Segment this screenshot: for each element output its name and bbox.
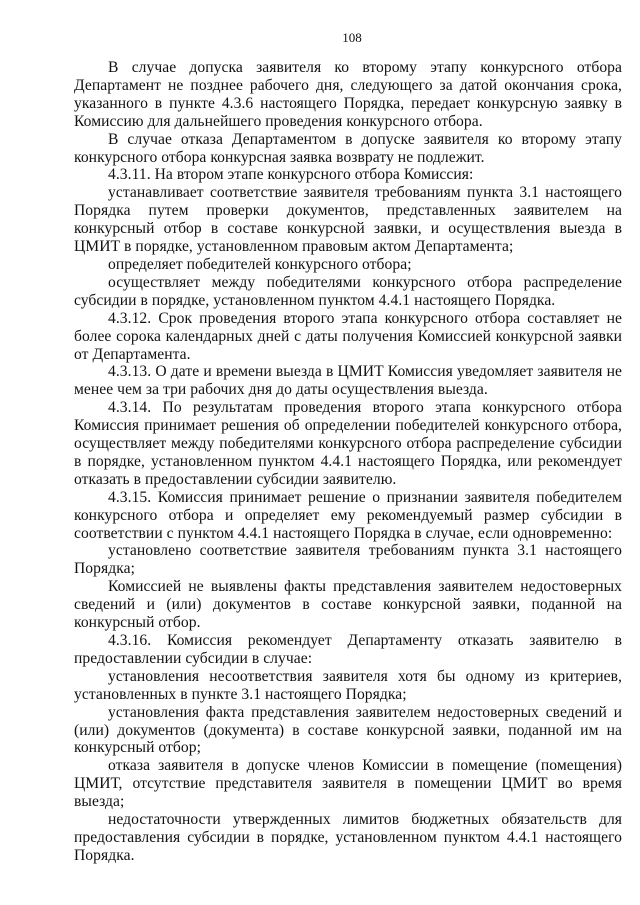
paragraph-admission-second-stage: В случае допуска заявителя ко второму этапу конкурсного отбора Департамент не позднее рабочего дня, следующего за датой окончания срока, указанного в пункте 4.3.6 настоящего Порядка, передает конкурсную заявку в Комиссию для дальнейшего проведения конкурсного отбора. [74, 59, 622, 130]
clause-4-3-16: 4.3.16. Комиссия рекомендует Департаменту отказать заявителю в предоставлении субсидии в случае: [74, 632, 622, 667]
clause-4-3-13: 4.3.13. О дате и времени выезда в ЦМИТ Комиссия уведомляет заявителя не менее чем за три рабочих дня до даты осуществления выезда. [74, 363, 622, 399]
paragraph-refusal-no-return: В случае отказа Департаментом в допуске заявителя ко второму этапу конкурсного отбора конкурсная заявка возврату не подлежит. [74, 130, 622, 166]
list-item-establishes-compliance: устанавливает соответствие заявителя требованиям пункта 3.1 настоящего Порядка путем проверки документов, представленных заявителем на конкурсный отбор в составе конкурсной заявки, и осуществления выезда в ЦМИТ в порядке, установленном правовым актом Департамента; [74, 184, 622, 256]
page-number: 108 [342, 30, 362, 45]
clause-4-3-12: 4.3.12. Срок проведения второго этапа конкурсного отбора составляет не более сорока календарных дней с даты получения Комиссией конкурсной заявки от Департамента. [74, 309, 622, 363]
list-item-false-information: установления факта представления заявителем недостоверных сведений и (или) документов (документа) в составе конкурсной заявки, поданной им на конкурсный отбор; [74, 703, 622, 757]
clause-4-3-15: 4.3.15. Комиссия принимает решение о признании заявителя победителем конкурсного отбора и определяет ему рекомендуемый размер субсидии в соответствии с пунктом 4.4.1 настоящего Порядка в случае, если одновременно: [74, 488, 622, 542]
clause-4-3-11: 4.3.11. На втором этапе конкурсного отбора Комиссия: [108, 166, 474, 184]
list-item-no-false-information: Комиссией не выявлены факты представления заявителем недостоверных сведений и (или) документов в составе конкурсной заявки, поданной на конкурсный отбор. [74, 578, 622, 632]
list-item-compliance-established: установлено соответствие заявителя требованиям пункта 3.1 настоящего Порядка; [74, 542, 622, 578]
list-item-distributes-subsidy: осуществляет между победителями конкурсного отбора распределение субсидии в порядке, установленном пунктом 4.4.1 настоящего Порядка. [74, 273, 622, 309]
list-item-noncompliance-criteria: установления несоответствия заявителя хотя бы одному из критериев, установленных в пункте 3.1 настоящего Порядка; [74, 667, 622, 703]
list-item-insufficient-limits: недостаточности утвержденных лимитов бюджетных обязательств для предоставления субсидии в порядке, установленном пунктом 4.4.1 настоящего Порядка. [74, 811, 622, 864]
list-item-access-refusal: отказа заявителя в допуске членов Комиссии в помещение (помещения) ЦМИТ, отсутствие представителя заявителя в помещении ЦМИТ во время выезда; [74, 757, 622, 811]
clause-4-3-14: 4.3.14. По результатам проведения второго этапа конкурсного отбора Комиссия принимает решения об определении победителей конкурсного отбора, осуществляет между победителями конкурсного отбора распределение субсидии в порядке, установленном пунктом 4.4.1 настоящего Порядка, или рекомендует отказать в предоставлении субсидии заявителю. [74, 399, 622, 488]
document-page [74, 30, 622, 865]
list-item-determines-winners: определяет победителей конкурсного отбора; [108, 255, 412, 273]
